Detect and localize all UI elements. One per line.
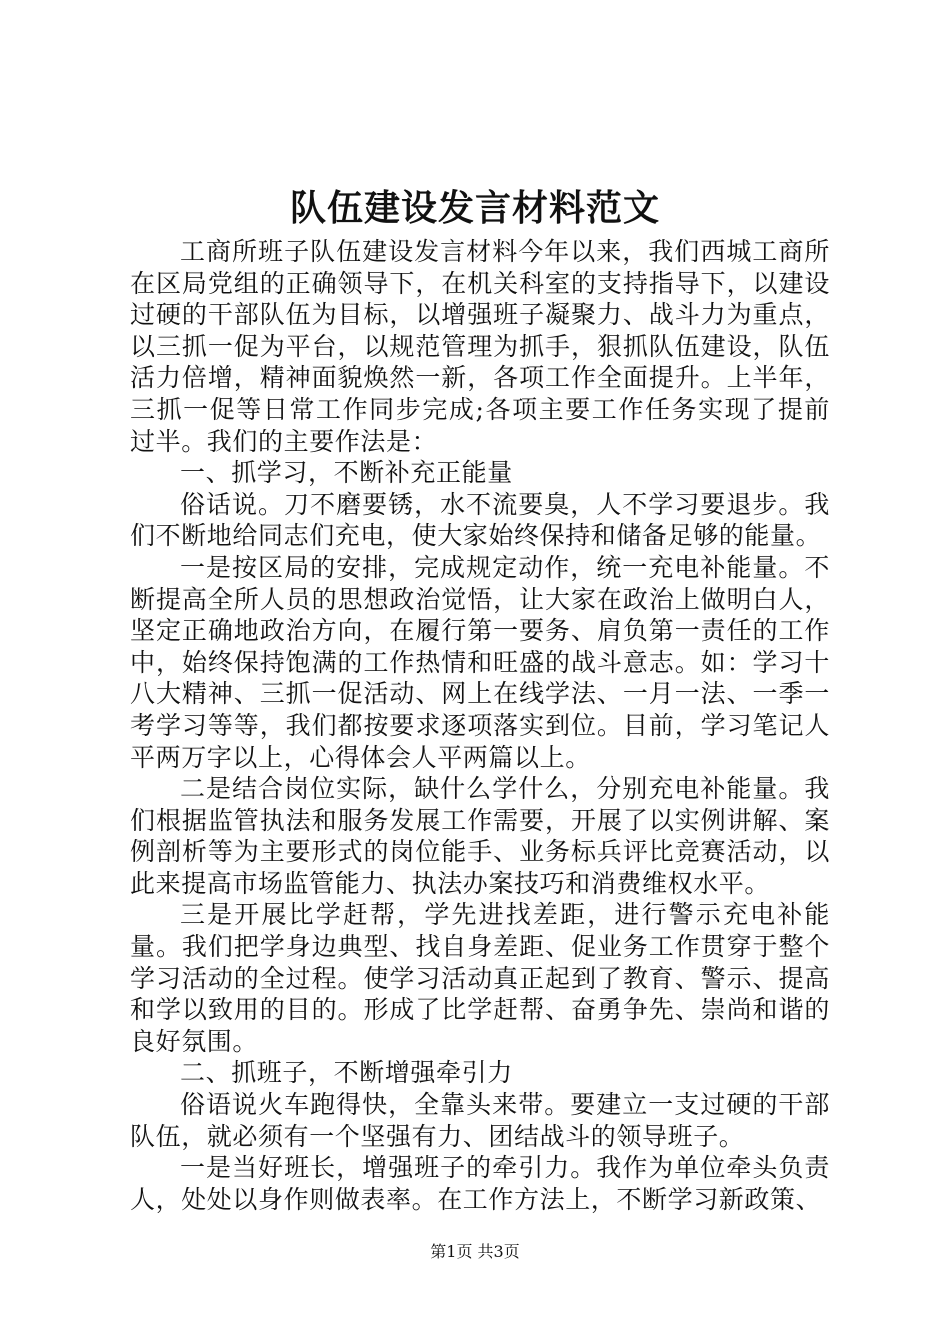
- paragraph-point-one: 一是按区局的安排，完成规定动作，统一充电补能量。不断提高全所人员的思想政治觉悟，让大家在政治上做明白人，坚定正确地政治方向，在履行第一要务、肩负第一责任的工作中，始终保持饱满的工作热情和旺盛的战斗意志。如：学习十八大精神、三抓一促活动、网上在线学法、一月一法、一季一考学习等等，我们都按要求逐项落实到位。目前，学习笔记人平两万字以上，心得体会人平两篇以上。: [130, 552, 830, 772]
- paragraph-point-three: 三是开展比学赶帮，学先进找差距，进行警示充电补能量。我们把学身边典型、找自身差距、促业务工作贯穿于整个学习活动的全过程。使学习活动真正起到了教育、警示、提高和学以致用的目的。形成了比学赶帮、奋勇争先、崇尚和谐的良好氛围。: [130, 900, 830, 1056]
- paragraph-team-point-one: 一是当好班长，增强班子的牵引力。我作为单位牵头负责人，处处以身作则做表率。在工作方法上，不断学习新政策、: [130, 1153, 830, 1214]
- document-title: 队伍建设发言材料范文: [289, 188, 660, 229]
- page-footer: 第1页 共3页: [430, 1242, 520, 1261]
- paragraph-team-saying: 俗语说火车跑得快，全靠头来带。要建立一支过硬的干部队伍，就必须有一个坚强有力、团结战斗的领导班子。: [130, 1090, 830, 1151]
- paragraph-point-two: 二是结合岗位实际，缺什么学什么，分别充电补能量。我们根据监管执法和服务发展工作需要，开展了以实例讲解、案例剖析等为主要形式的岗位能手、业务标兵评比竞赛活动，以此来提高市场监管能力、执法办案技巧和消费维权水平。: [130, 774, 830, 898]
- section-heading-team: 二、抓班子，不断增强牵引力: [180, 1058, 513, 1088]
- paragraph-intro: 工商所班子队伍建设发言材料今年以来，我们西城工商所在区局党组的正确领导下，在机关科室的支持指导下，以建设过硬的干部队伍为目标，以增强班子凝聚力、战斗力为重点，以三抓一促为平台，以规范管理为抓手，狠抓队伍建设，队伍活力倍增，精神面貌焕然一新，各项工作全面提升。上半年，三抓一促等日常工作同步完成;各项主要工作任务实现了提前过半。我们的主要作法是：: [130, 237, 830, 456]
- section-heading-study: 一、抓学习，不断补充正能量: [180, 458, 513, 488]
- document-body: [130, 236, 830, 1215]
- paragraph-saying: 俗话说。刀不磨要锈，水不流要臭，人不学习要退步。我们不断地给同志们充电，使大家始终保持和储备足够的能量。: [130, 489, 830, 551]
